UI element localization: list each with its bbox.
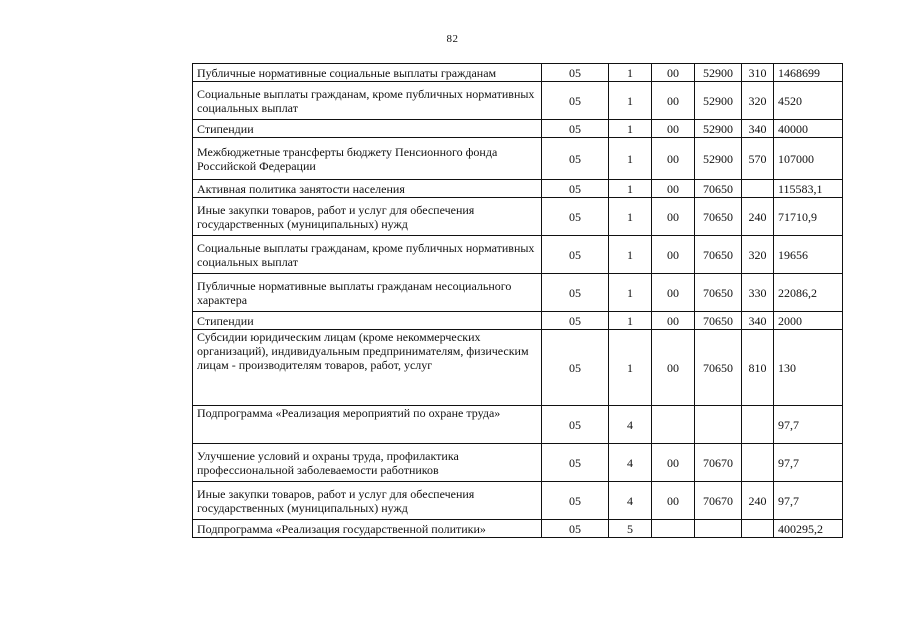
table-row	[193, 312, 843, 330]
row-target-code: 52900	[695, 82, 742, 120]
row-expense-type: 340	[742, 120, 774, 138]
row-name: Улучшение условий и охраны труда, профилактика профессиональной заболеваемости работников	[193, 444, 542, 482]
table-row	[193, 138, 843, 180]
row-target-code: 70650	[695, 330, 742, 406]
row-subsection: 4	[609, 406, 652, 444]
row-subsection: 1	[609, 82, 652, 120]
row-subsection: 1	[609, 64, 652, 82]
table-row	[193, 406, 843, 444]
page-number: 82	[446, 33, 459, 45]
row-amount: 22086,2	[774, 274, 843, 312]
row-expense-type: 340	[742, 312, 774, 330]
row-expense-type	[742, 520, 774, 538]
table-row	[193, 82, 843, 120]
row-subsection: 1	[609, 274, 652, 312]
row-target-code: 52900	[695, 138, 742, 180]
table-row	[193, 444, 843, 482]
row-amount: 115583,1	[774, 180, 843, 198]
row-subsection: 5	[609, 520, 652, 538]
row-subsection: 1	[609, 120, 652, 138]
row-section: 05	[542, 312, 609, 330]
row-name: Стипендии	[193, 120, 542, 138]
table-row	[193, 482, 843, 520]
row-name: Подпрограмма «Реализация мероприятий по охране труда»	[193, 406, 542, 444]
row-name: Стипендии	[193, 312, 542, 330]
row-amount: 2000	[774, 312, 843, 330]
budget-table	[192, 63, 843, 538]
row-section: 05	[542, 520, 609, 538]
table-row	[193, 274, 843, 312]
row-expense-type: 310	[742, 64, 774, 82]
row-subsection: 4	[609, 444, 652, 482]
row-name: Публичные нормативные социальные выплаты гражданам	[193, 64, 542, 82]
row-program-code: 00	[652, 274, 695, 312]
row-amount: 19656	[774, 236, 843, 274]
row-amount: 400295,2	[774, 520, 843, 538]
row-amount: 130	[774, 330, 843, 406]
row-amount: 1468699	[774, 64, 843, 82]
row-subsection: 1	[609, 312, 652, 330]
row-target-code: 70650	[695, 180, 742, 198]
row-expense-type	[742, 406, 774, 444]
table-row	[193, 236, 843, 274]
table-row	[193, 64, 843, 82]
row-program-code	[652, 520, 695, 538]
row-target-code: 52900	[695, 120, 742, 138]
row-amount: 97,7	[774, 444, 843, 482]
row-target-code: 70650	[695, 312, 742, 330]
row-name: Субсидии юридическим лицам (кроме некоммерческих организаций), индивидуальным предпринимателям, физическим лицам - производителям товаров, работ, услуг	[193, 330, 542, 406]
row-section: 05	[542, 444, 609, 482]
row-name: Публичные нормативные выплаты гражданам несоциального характера	[193, 274, 542, 312]
table-row	[193, 330, 843, 406]
row-program-code: 00	[652, 180, 695, 198]
row-subsection: 1	[609, 330, 652, 406]
row-expense-type	[742, 180, 774, 198]
row-program-code: 00	[652, 64, 695, 82]
row-target-code: 70650	[695, 274, 742, 312]
row-program-code: 00	[652, 120, 695, 138]
row-program-code: 00	[652, 236, 695, 274]
row-expense-type: 240	[742, 482, 774, 520]
row-amount: 40000	[774, 120, 843, 138]
row-subsection: 1	[609, 198, 652, 236]
row-target-code: 70650	[695, 198, 742, 236]
row-amount: 4520	[774, 82, 843, 120]
row-name: Подпрограмма «Реализация государственной политики»	[193, 520, 542, 538]
row-program-code: 00	[652, 330, 695, 406]
row-name: Межбюджетные трансферты бюджету Пенсионного фонда Российской Федерации	[193, 138, 542, 180]
row-target-code: 70650	[695, 236, 742, 274]
row-section: 05	[542, 236, 609, 274]
row-program-code: 00	[652, 444, 695, 482]
row-target-code: 70670	[695, 444, 742, 482]
row-subsection: 1	[609, 236, 652, 274]
row-expense-type: 320	[742, 82, 774, 120]
row-section: 05	[542, 482, 609, 520]
row-name: Иные закупки товаров, работ и услуг для обеспечения государственных (муниципальных) нужд	[193, 482, 542, 520]
row-subsection: 1	[609, 138, 652, 180]
row-program-code: 00	[652, 198, 695, 236]
row-section: 05	[542, 180, 609, 198]
row-amount: 97,7	[774, 406, 843, 444]
row-section: 05	[542, 330, 609, 406]
row-expense-type: 570	[742, 138, 774, 180]
table-row	[193, 120, 843, 138]
row-amount: 107000	[774, 138, 843, 180]
table-row	[193, 180, 843, 198]
row-section: 05	[542, 138, 609, 180]
row-target-code	[695, 520, 742, 538]
row-program-code: 00	[652, 482, 695, 520]
row-target-code: 52900	[695, 64, 742, 82]
row-section: 05	[542, 82, 609, 120]
row-expense-type: 320	[742, 236, 774, 274]
row-program-code	[652, 406, 695, 444]
row-section: 05	[542, 198, 609, 236]
row-section: 05	[542, 120, 609, 138]
row-name: Активная политика занятости населения	[193, 180, 542, 198]
table-row	[193, 520, 843, 538]
row-amount: 71710,9	[774, 198, 843, 236]
row-subsection: 4	[609, 482, 652, 520]
row-name: Иные закупки товаров, работ и услуг для обеспечения государственных (муниципальных) нужд	[193, 198, 542, 236]
row-program-code: 00	[652, 82, 695, 120]
row-target-code: 70670	[695, 482, 742, 520]
row-target-code	[695, 406, 742, 444]
row-expense-type: 240	[742, 198, 774, 236]
row-section: 05	[542, 274, 609, 312]
row-expense-type: 330	[742, 274, 774, 312]
row-section: 05	[542, 406, 609, 444]
table-row	[193, 198, 843, 236]
row-subsection: 1	[609, 180, 652, 198]
row-name: Социальные выплаты гражданам, кроме публичных нормативных социальных выплат	[193, 236, 542, 274]
row-name: Социальные выплаты гражданам, кроме публичных нормативных социальных выплат	[193, 82, 542, 120]
row-expense-type	[742, 444, 774, 482]
row-program-code: 00	[652, 312, 695, 330]
row-section: 05	[542, 64, 609, 82]
row-program-code: 00	[652, 138, 695, 180]
row-amount: 97,7	[774, 482, 843, 520]
row-expense-type: 810	[742, 330, 774, 406]
